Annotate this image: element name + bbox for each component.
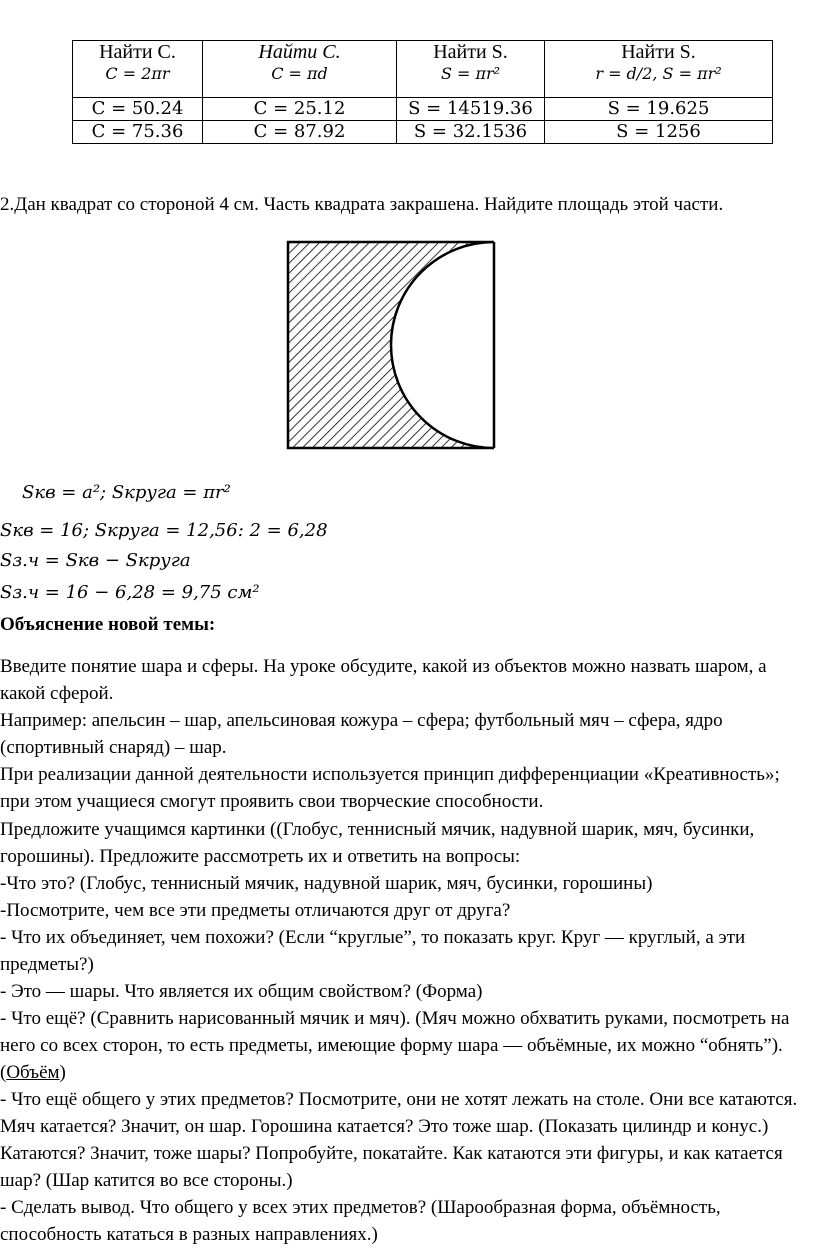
table-header-cell: Найти С. C = 2πr [73, 41, 203, 98]
table-cell: S = 1256 [545, 121, 773, 144]
circle-formula-table [72, 40, 773, 144]
paragraph: Предложите учащимся картинки ((Глобус, теннисный мячик, надувной шарик, мяч, бусинки, горошины). Предложите рассмотреть их и ответить на вопросы: [0, 819, 755, 867]
task-2-statement: 2.Дан квадрат со стороной 4 см. Часть квадрата закрашена. Найдите площадь этой части. [0, 194, 724, 215]
underlined-term: Объём [6, 1062, 60, 1083]
formula-line: Sкв = a²; Sкруга = πr² [22, 482, 231, 503]
paragraph: При реализации данной деятельности используется принцип дифференциации «Креативность»; при этом учащиеся смогут проявить свои творческие способности. [0, 764, 780, 812]
paragraph: - Что ещё? (Сравнить нарисованный мячик и мяч). (Мяч можно обхватить руками, посмотреть на него со всех сторон, то есть предметы, имеющие форму шара — объёмные, их можно “обнять”). (Объём) [0, 1008, 790, 1083]
paragraph: -Что это? (Глобус, теннисный мячик, надувной шарик, мяч, бусинки, горошины) [0, 873, 653, 894]
table-cell: S = 19.625 [545, 98, 773, 121]
paragraph: - Это — шары. Что является их общим свойством? (Форма) [0, 981, 483, 1002]
table-row [73, 98, 773, 121]
hatched-square-figure [284, 238, 500, 454]
table-header-cell: Найти С. C = πd [203, 41, 397, 98]
explanation-block [0, 653, 812, 815]
paragraph: -Посмотрите, чем все эти предметы отличаются друг от друга? [0, 900, 511, 921]
paragraph: - Сделать вывод. Что общего у всех этих предметов? (Шарообразная форма, объёмность, способность кататься в разных направлениях.) [0, 1197, 721, 1245]
formula-line: Sз.ч = Sкв − Sкруга [0, 550, 191, 571]
questions-block [0, 816, 812, 1248]
formula-line: Sкв = 16; Sкруга = 12,56: 2 = 6,28 [0, 520, 328, 541]
paragraph: Например: апельсин – шар, апельсиновая кожура – сфера; футбольный мяч – сфера, ядро (спортивный снаряд) – шар. [0, 710, 723, 758]
table-row [73, 121, 773, 144]
table-cell: S = 14519.36 [397, 98, 545, 121]
paragraph: Введите понятие шара и сферы. На уроке обсудите, какой из объектов можно назвать шаром, а какой сферой. [0, 656, 767, 704]
table-header-cell: Найти S. r = d/2, S = πr² [545, 41, 773, 98]
paragraph: - Что ещё общего у этих предметов? Посмотрите, они не хотят лежать на столе. Они все катаются. Мяч катается? Значит, он шар. Горошина катается? Это тоже шар. (Показать цилиндр и конус.) Катаются? Значит, тоже шары? Попробуйте, покатайте. Как катаются эти фигуры, и как катается шар? (Шар катится во все стороны.) [0, 1089, 798, 1191]
table-header-cell: Найти S. S = πr² [397, 41, 545, 98]
table-cell: C = 87.92 [203, 121, 397, 144]
section-title: Объяснение новой темы: [0, 614, 216, 635]
table-cell: C = 75.36 [73, 121, 203, 144]
formula-line: Sз.ч = 16 − 6,28 = 9,75 см² [0, 582, 260, 603]
paragraph: - Что их объединяет, чем похожи? (Если “круглые”, то показать круг. Круг — круглый, а эти предметы?) [0, 927, 746, 975]
table-cell: C = 50.24 [73, 98, 203, 121]
table-cell: S = 32.1536 [397, 121, 545, 144]
table-cell: C = 25.12 [203, 98, 397, 121]
